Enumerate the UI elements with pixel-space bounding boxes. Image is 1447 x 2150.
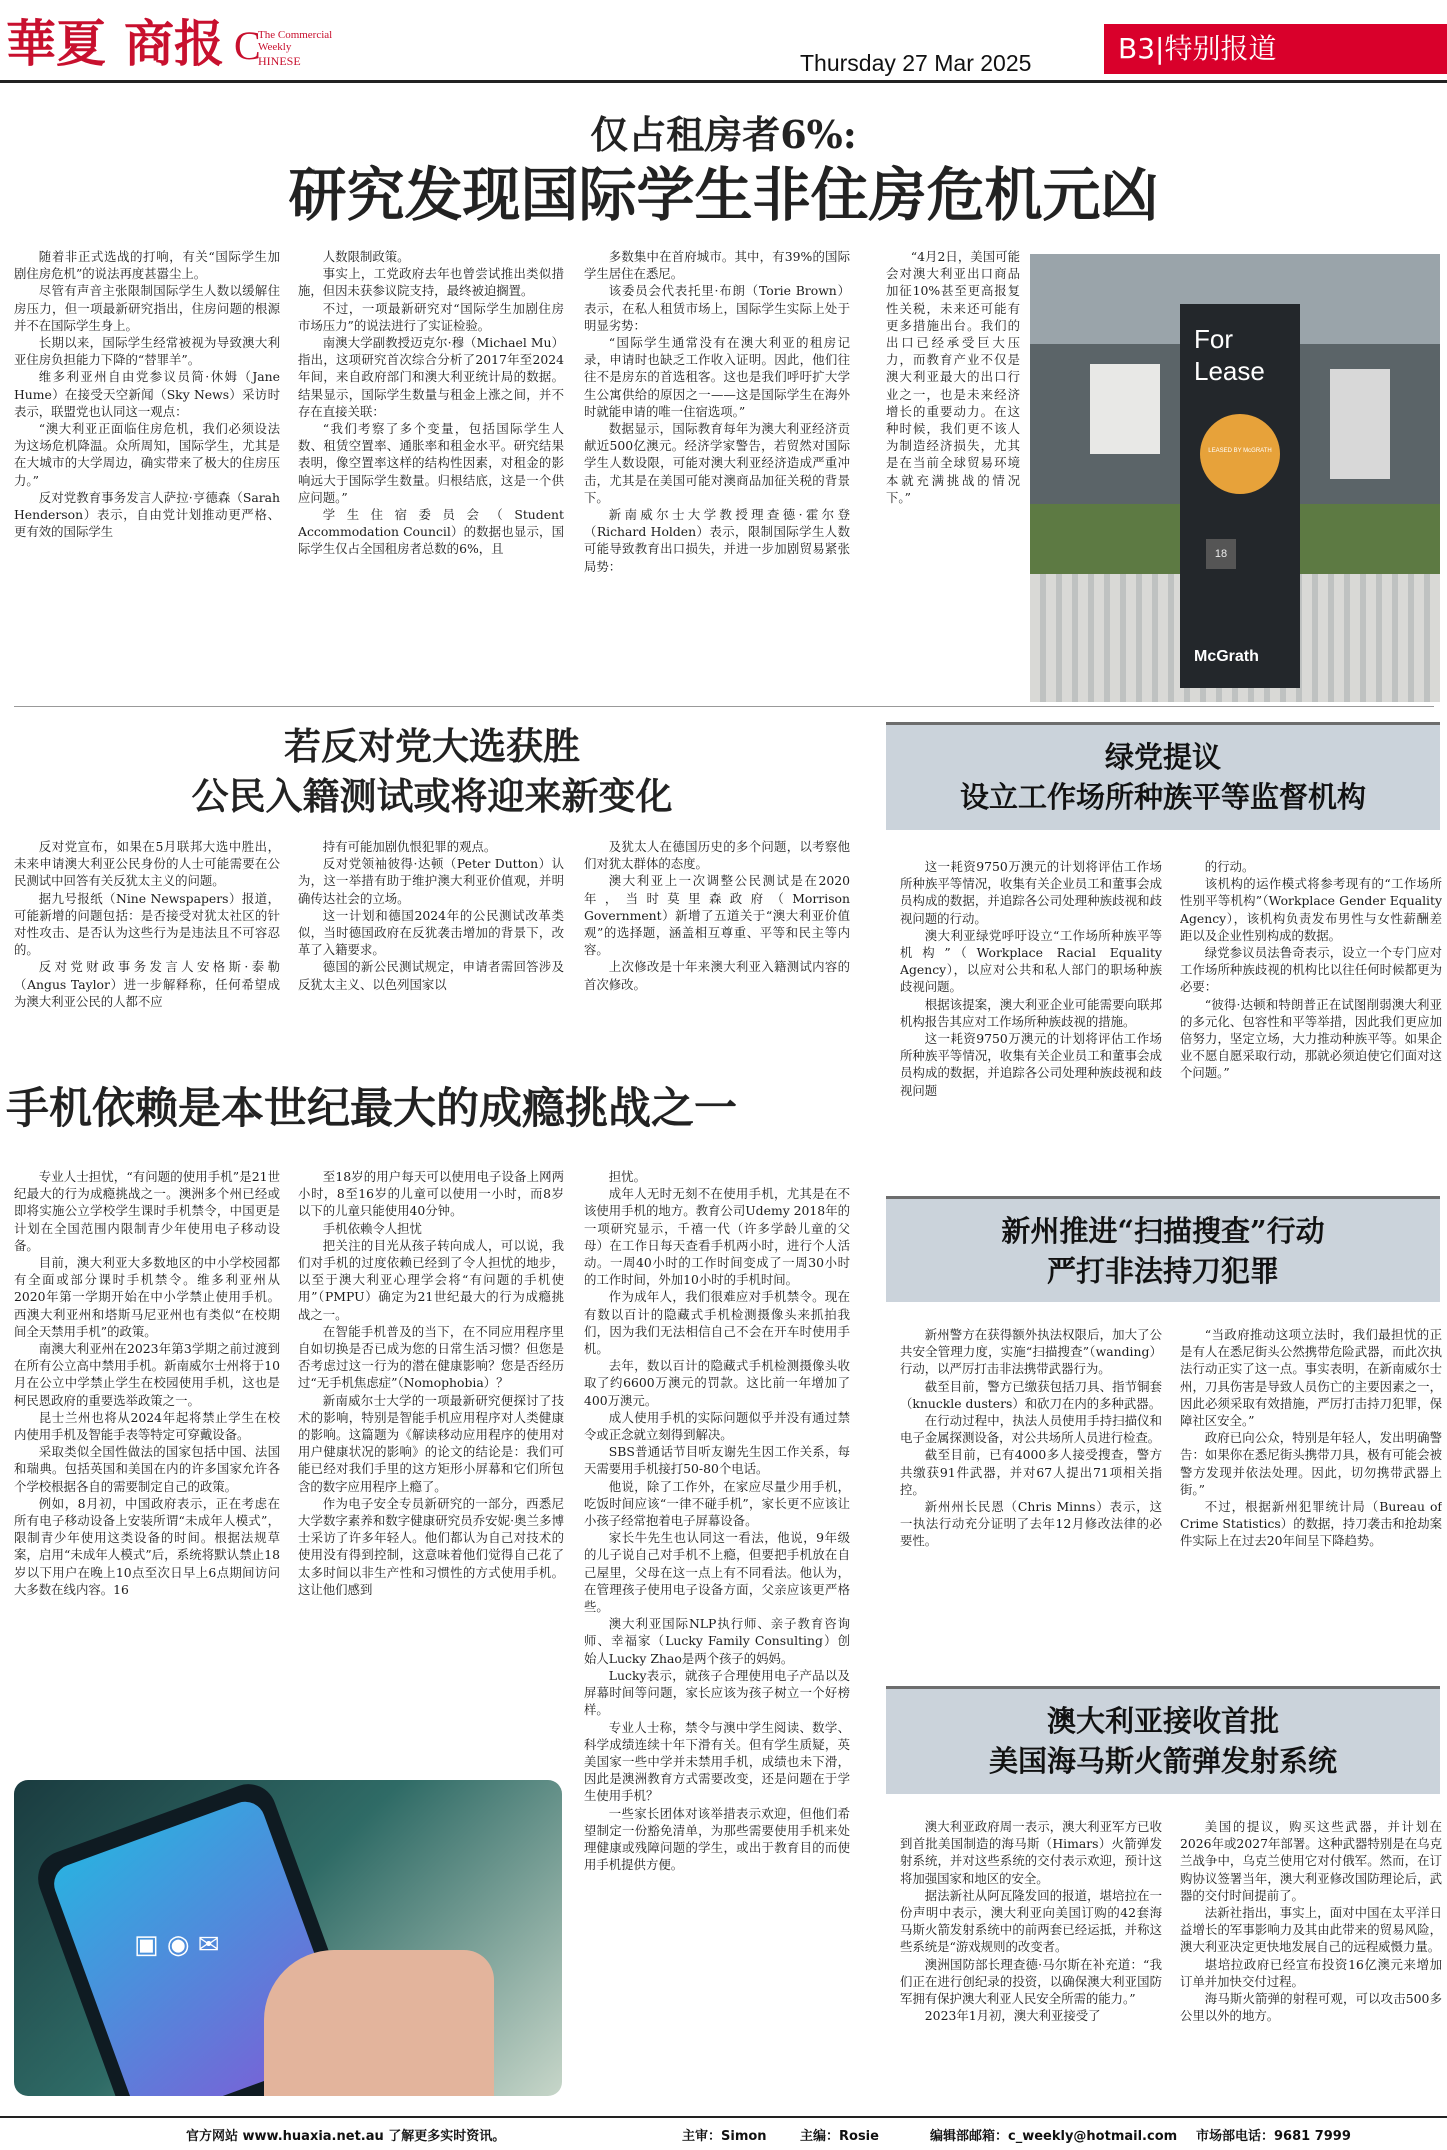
paragraph: 截至目前，警方已缴获包括刀具、指节铜套（knuckle dusters）和砍刀在内的多种武器。: [900, 1378, 1162, 1411]
paragraph: 反对党财政事务发言人安格斯·泰勒（Angus Taylor）进一步解释称，任何希望成为澳大利亚公民的人都不应: [14, 959, 280, 1009]
paragraph: 该委员会代表托里·布朗（Torie Brown）表示，在私人租赁市场上，国际学生实际上处于明显劣势：: [584, 283, 850, 333]
article2-title-line1: 若反对党大选获胜: [284, 724, 580, 768]
paragraph: 澳大利亚政府周一表示，澳大利亚军方已收到首批美国制造的海马斯（Himars）火箭弹发射系统，并对这些系统的交付表示欢迎，预计这将加强国家和地区的安全。: [900, 1819, 1162, 1886]
paragraph: “澳大利亚正面临住房危机，我们必须设法为这场危机降温。众所周知，国际学生，尤其是在大城市的大学周边，确实带来了极大的住房压力。”: [14, 421, 280, 488]
app-icons: ▣ ◉ ✉: [134, 1930, 220, 1960]
paragraph: 目前，澳大利亚大多数地区的中小学校园都有全面或部分课时手机禁令。维多利亚州从2020年第一学期开始在中小学禁止使用手机。西澳大利亚州和塔斯马尼亚州也有类似“在校期间全天禁用手机”的政策。: [14, 1255, 280, 1339]
sign-circle-text: LEASED BY McGRATH: [1208, 448, 1272, 454]
article1-column-3: [584, 248, 850, 692]
paragraph: 截至目前，已有4000多人接受搜查，警方共缴获91件武器，并对67人提出71项相关指控。: [900, 1447, 1162, 1497]
paragraph: 在行动过程中，执法人员使用手持扫描仪和电子金属探测设备，对公共场所人员进行检查。: [900, 1413, 1162, 1446]
paragraph: 这一耗资9750万澳元的计划将评估工作场所种族平等情况，收集有关企业员工和董事会成员构成的数据，并追踪各公司处理种族歧视和歧视问题: [900, 1031, 1162, 1098]
paragraph: 把关注的目光从孩子转向成人，可以说，我们对手机的过度依赖已经到了令人担忧的地步，以至于澳大利亚心理学会将“有问题的手机使用”（PMPU）确定为21世纪最大的行为成瘾挑战之一。: [298, 1237, 564, 1322]
article1-column-2: [298, 248, 564, 692]
paragraph: 作为成年人，我们很难应对手机禁令。现在有数以百计的隐藏式手机检测摄像头来抓拍我们，因为我们无法相信自己不会在开车时使用手机。: [584, 1289, 850, 1357]
hand: [264, 1950, 494, 2096]
paragraph: 这一计划和德国2024年的公民测试改革类似，当时德国政府在反犹袭击增加的背景下，改革了入籍要求。: [298, 907, 564, 958]
paragraph: 美国的提议，购买这些武器，并计划在2026年或2027年部署。这种武器特别是在乌克兰战争中，乌克兰使用它对付俄军。然而，在订购协议签署当年，澳大利亚修改国防理论后，武器的交付时间提前了。: [1180, 1819, 1442, 1903]
paragraph: 根据该提案，澳大利亚企业可能需要向联邦机构报告其应对工作场所种族歧视的措施。: [900, 996, 1162, 1029]
paragraph: 例如，8月初，中国政府表示，正在考虑在所有电子移动设备上安装所谓“未成年人模式”，限制青少年使用这类设备的时间。根据法规草案，启用“未成年人模式”后，系统将默认禁止18岁以下用户在晚上10点至次日早上6点期间访问大多数在线内容。16: [14, 1495, 280, 1597]
paragraph: 新州州长民恩（Chris Minns）表示，这一执法行动充分证明了去年12月修改法律的必要性。: [900, 1499, 1162, 1549]
photo-door: [1330, 369, 1390, 479]
article1-kicker: 仅占租房者6%:: [590, 112, 857, 157]
paragraph: 该机构的运作模式将参考现有的“工作场所性别平等机构”（Workplace Gender Equality Agency），该机构负责发布男性与女性薪酬差距以及企业性别构成的数据。: [1180, 876, 1442, 943]
paragraph: 澳大利亚国际NLP执行师、亲子教育咨询师、幸福家（Lucky Family Consulting）创始人Lucky Zhao是两个孩子的妈妈。: [584, 1616, 850, 1666]
paragraph: 澳大利亚绿党呼吁设立“工作场所种族平等机构”（Workplace Racial Equality Agency），以应对公共和私人部门的职场种族歧视问题。: [900, 927, 1162, 995]
footer-chief-editor: 主编：Rosie: [800, 2129, 879, 2144]
article1-title: 研究发现国际学生非住房危机元凶: [288, 161, 1159, 229]
logo-c-letter: C: [234, 23, 261, 68]
paragraph: 据九号报纸（Nine Newspapers）报道，可能新增的问题包括：是否接受对犹太社区的针对性攻击、是否认为这些行为是违法且不可容忍的。: [14, 890, 280, 958]
sign-text-lease: Lease: [1194, 356, 1265, 386]
article1-column-1: [14, 248, 280, 692]
article2-column-2: [298, 838, 564, 1012]
paragraph: “我们考察了多个变量，包括国际学生人数、租赁空置率、通胀率和租金水平。研究结果表明，像空置率这样的结构性因素，对租金的影响远大于国际学生数量。归根结底，这是一个供应问题。”: [298, 421, 564, 505]
paragraph: 成年人无时无刻不在使用手机，尤其是在不该使用手机的地方。教育公司Udemy 2018年的一项研究显示，千禧一代（许多学龄儿童的父母）在工作日每天查看手机两小时，进行个人活动。一周40小时的工作时间变成了一周30小时的工作时间，外加10小时的手机时间。: [584, 1186, 850, 1288]
sign-text-mcgrath: McGrath: [1194, 648, 1259, 665]
paragraph: “国际学生通常没有在澳大利亚的租房记录，申请时也缺乏工作收入证明。因此，他们往往不是房东的首选租客。这也是我们呼吁扩大学生公寓供给的原因之一——这是国际学生在海外时就能申请的唯一住宿选项。”: [584, 335, 850, 419]
paragraph: 采取类似全国性做法的国家包括中国、法国和瑞典。包括英国和美国在内的许多国家允许各个学校根据各自的需要制定自己的政策。: [14, 1444, 280, 1494]
paragraph: 澳大利亚上一次调整公民测试是在2020年，当时莫里森政府（Morrison Government）新增了五道关于“澳大利亚价值观”的选择题，涵盖相互尊重、平等和民主等内容。: [584, 873, 850, 958]
photo-window: [1090, 364, 1160, 454]
article5-header-box: [886, 1196, 1440, 1302]
paragraph: 及犹太人在德国历史的多个问题，以考察他们对犹太群体的态度。: [584, 839, 850, 872]
article3-column-2: [1180, 858, 1442, 1148]
logo-en-line2: Weekly: [258, 41, 292, 53]
footer-website: 官方网站 www.huaxia.net.au 了解更多实时资讯。: [186, 2129, 506, 2144]
footer-phone: 市场部电话：9681 7999: [1196, 2129, 1351, 2144]
masthead-rule: [0, 80, 1447, 83]
paragraph: 法新社指出，事实上，面对中国在太平洋日益增长的军事影响力及其由此带来的贸易风险，澳大利亚决定更快地发展自己的远程威慑力量。: [1180, 1905, 1442, 1955]
footer-editor: 主审：Simon: [682, 2129, 767, 2144]
article5-title-line2: 严打非法持刀犯罪: [1046, 1254, 1279, 1288]
article5-column-1: [900, 1326, 1162, 1656]
paragraph: 昆士兰州也将从2024年起将禁止学生在校内使用手机及智能手表等特定可穿戴设备。: [14, 1409, 280, 1443]
paragraph: 随着非正式选战的打响，有关“国际学生加剧住房危机”的说法再度甚嚣尘上。: [14, 249, 280, 282]
logo-en-line3: HINESE: [258, 54, 301, 68]
article6-title-line1: 澳大利亚接收首批: [1046, 1704, 1279, 1738]
article2-column-3: [584, 838, 850, 1012]
logo-huaxia: 華夏: [6, 14, 106, 73]
for-lease-sign: [1180, 304, 1300, 688]
paragraph: 至18岁的用户每天可以使用电子设备上网两小时，8至16岁的儿童可以使用一小时，而8岁以下的儿童只能使用40分钟。: [298, 1169, 564, 1219]
paragraph: 人数限制政策。: [322, 249, 410, 264]
paragraph: 不过，一项最新研究对“国际学生加剧住房市场压力”的说法进行了实证检验。: [298, 300, 564, 333]
smartphone-photo: [14, 1780, 562, 2096]
paragraph: 德国的新公民测试规定，申请者需回答涉及反犹太主义、以色列国家以: [298, 959, 564, 992]
article1-column-4: [886, 248, 1020, 692]
paragraph: 海马斯火箭弹的射程可观，可以攻击500多公里以外的地方。: [1180, 1991, 1442, 2024]
paragraph: 多数集中在首府城市。其中，有39%的国际学生居住在悉尼。: [584, 249, 850, 282]
paragraph: 不过，根据新州犯罪统计局（Bureau of Crime Statistics）的数据，持刀袭击和抢劫案件实际上在过去20年间呈下降趋势。: [1180, 1499, 1442, 1549]
logo-en-line1: The Commercial: [258, 29, 333, 41]
section-tag: B3|特别报道: [1104, 24, 1447, 74]
article4-column-1: [14, 1168, 280, 1742]
paragraph: 家长牛先生也认同这一看法，他说，9年级的儿子说自己对手机不上瘾，但要把手机放在自己屋里，父母在这一点上有不同看法。他认为，在管理孩子使用电子设备方面，父亲应该更严格些。: [584, 1530, 850, 1615]
paragraph: 南澳大利亚州在2023年第3学期之前过渡到在所有公立高中禁用手机。新南威尔士州将于10月在公立中学禁止学生在校园使用手机，这也是柯民恩政府的重要选举政策之一。: [14, 1341, 280, 1408]
house-number: 18: [1206, 539, 1236, 569]
paragraph: 反对党教育事务发言人萨拉·亨德森（Sarah Henderson）表示，自由党计划推动更严格、更有效的国际学生: [14, 489, 280, 540]
paragraph: 反对党宣布，如果在5月联邦大选中胜出，未来申请澳大利亚公民身份的人士可能需要在公民测试中回答有关反犹太主义的问题。: [14, 839, 280, 889]
paragraph: 澳洲国防部长理查德·马尔斯在补充道：“我们正在进行创纪录的投资，以确保澳大利亚国防军拥有保护澳大利亚人民安全所需的能力。”: [900, 1956, 1162, 2007]
paragraph: 去年，数以百计的隐藏式手机检测摄像头收取了约6600万澳元的罚款。这比前一年增加了400万澳元。: [584, 1358, 850, 1408]
paragraph: 专业人士称，禁令与澳中学生阅读、数学、科学成绩连续十年下滑有关。但有学生质疑，英美国家一些中学并未禁用手机，成绩也未下滑，因此是澳洲教育方式需要改变，还是问题在于学生使用手机？: [584, 1719, 850, 1804]
paragraph: 新南威尔士大学教授理查德·霍尔登（Richard Holden）表示，限制国际学生人数可能导致教育出口损失，并进一步加剧贸易紧张局势：: [584, 507, 850, 574]
paragraph: 在智能手机普及的当下，在不同应用程序里自如切换是否已成为您的日常生活习惯？但您是否考虑过这一行为的潜在健康影响？您是否经历过“无手机焦虑症”（Nomophobia）？: [298, 1323, 564, 1391]
paragraph: 持有可能加剧仇恨犯罪的观点。: [322, 839, 497, 854]
article3-column-1: [900, 858, 1162, 1148]
paragraph: 手机依赖令人担忧: [322, 1220, 422, 1236]
paragraph: 上次修改是十年来澳大利亚入籍测试内容的首次修改。: [584, 959, 850, 992]
article4-column-2: [298, 1168, 564, 1742]
paragraph: 一些家长团体对该举措表示欢迎，但他们希望制定一份豁免清单，为那些需要使用手机来处理健康或残障问题的学生，或出于教育目的而使用手机提供方便。: [584, 1805, 850, 1873]
footer-rule: [0, 2116, 1447, 2118]
article6-column-1: [900, 1818, 1162, 2090]
paragraph: “彼得·达顿和特朗普正在试图削弱澳大利亚的多元化、包容性和平等举措，因此我们更应加倍努力，坚定立场，大力推动种族平等。如果企业不愿自愿采取行动，那就必须迫使它们面对这个问题。”: [1180, 996, 1442, 1081]
paragraph: 据法新社从阿瓦隆发回的报道，堪培拉在一份声明中表示，澳大利亚向美国订购的42套海马斯火箭发射系统中的前两套已经运抵，并称这些系统是“游戏规则的改变者。: [900, 1887, 1162, 1955]
paragraph: 专业人士担忧，“有问题的使用手机”是21世纪最大的行为成瘾挑战之一。澳洲多个州已经或即将实施公立学校学生课时手机禁令，中国更是计划在全国范围内限制青少年使用电子移动设备。: [14, 1169, 280, 1253]
paragraph: “4月2日，美国可能会对澳大利亚出口商品加征10%甚至更高报复性关税，未来还可能有更多措施出台。我们的出口已经承受巨大压力，而教育产业不仅是澳大利亚最大的出口行业之一，也是未来经济增长的重要动力。在这种时候，我们更不该人为制造经济损失，尤其是在当前全球贸易环境本就充满挑战的情况下。”: [886, 249, 1020, 505]
paragraph: 2023年1月初，澳大利亚接受了: [924, 2008, 1101, 2024]
article2-column-1: [14, 838, 280, 1012]
paragraph: 新州警方在获得额外执法权限后，加大了公共安全管理力度，实施“扫描搜查”（wanding）行动，以严厉打击非法携带武器行为。: [900, 1327, 1162, 1377]
paragraph: 学生住宿委员会（Student Accommodation Council）的数据也显示，国际学生仅占全国租房者总数的6%，且: [298, 507, 564, 557]
footer-email: 编辑部邮箱：c_weekly@hotmail.com: [930, 2129, 1178, 2144]
article6-header-box: [886, 1686, 1440, 1794]
article6-column-2: [1180, 1818, 1442, 2090]
article4-column-3: [584, 1168, 850, 2078]
paragraph: 事实上，工党政府去年也曾尝试推出类似措施，但因未获参议院支持，最终被迫搁置。: [298, 266, 564, 299]
paragraph: 他说，除了工作外，在家应尽量少用手机，吃饭时间应该“一律不碰手机”，家长更不应该让小孩子经常抱着电子屏幕设备。: [584, 1478, 850, 1529]
article6-title-line2: 美国海马斯火箭弹发射系统: [988, 1744, 1337, 1778]
paragraph: 担忧。: [608, 1169, 646, 1184]
paragraph: 成人使用手机的实际问题似乎并没有通过禁令或正念就立刻得到解决。: [584, 1409, 850, 1443]
paragraph: 反对党领袖彼得·达顿（Peter Dutton）认为，这一举措有助于维护澳大利亚价值观，并明确传达社会的立场。: [298, 856, 564, 906]
paragraph: “当政府推动这项立法时，我们最担忧的正是有人在悉尼街头公然携带危险武器，而此次执法行动正实了这一点。事实表明，在新南威尔士州，刀具伤害是导致人员伤亡的主要因素之一，因此必须采取有效措施，严厉打击持刀犯罪，保障社区安全。”: [1180, 1327, 1442, 1429]
paragraph: 维多利亚州自由党参议员简·休姆（Jane Hume）在接受天空新闻（Sky News）采访时表示，联盟党也认同这一观点：: [14, 369, 280, 419]
paragraph: 堪培拉政府已经宣布投资16亿澳元来增加订单并加快交付过程。: [1180, 1956, 1442, 1989]
paragraph: 这一耗资9750万澳元的计划将评估工作场所种族平等情况，收集有关企业员工和董事会成员构成的数据，并追踪各公司处理种族歧视和歧视问题的行动。: [900, 859, 1162, 926]
divider: [14, 706, 1434, 707]
paragraph: 南澳大学副教授迈克尔·穆（Michael Mu）指出，这项研究首次综合分析了2017年至2024年间，来自政府部门和澳大利亚统计局的数据。结果显示，国际学生数量与租金上涨之间，并不存在直接关联：: [298, 335, 564, 419]
article3-header-box: [886, 722, 1440, 830]
paragraph: 长期以来，国际学生经常被视为导致澳大利亚住房负担能力下降的“替罪羊”。: [14, 335, 280, 368]
paragraph: 数据显示，国际教育每年为澳大利亚经济贡献近500亿澳元。经济学家警告，若贸然对国际学生人数设限，可能对澳大利亚经济造成严重冲击，尤其是在美国可能对澳商品加征关税的背景下。: [584, 421, 850, 505]
paragraph: 尽管有声音主张限制国际学生人数以缓解住房压力，但一项最新研究指出，住房问题的根源并不在国际学生身上。: [14, 283, 280, 333]
article5-title-line1: 新州推进“扫描搜查”行动: [1001, 1214, 1325, 1248]
article2-title-line2: 公民入籍测试或将迎来新变化: [191, 774, 673, 818]
for-lease-photo: [1030, 254, 1440, 702]
paragraph: 新南威尔士大学的一项最新研究便探讨了技术的影响，特别是智能手机应用程序对人类健康的影响。这篇题为《解读移动应用程序的使用对用户健康状况的影响》的论文的结论是：我们可能已经对我们手里的这方矩形小屏幕和它们所包含的数字应用程序上瘾了。: [298, 1392, 564, 1494]
sign-text-for: For: [1194, 324, 1233, 354]
article3-title-line2: 设立工作场所种族平等监督机构: [959, 780, 1366, 814]
paragraph: 作为电子安全专员新研究的一部分，西悉尼大学数字素养和数字健康研究员乔安妮·奥兰多博士采访了许多年轻人。他们都认为自己对技术的使用没有得到控制，这意味着他们觉得自己花了太多时间以非生产性和习惯性的方式使用手机。这让他们感到: [298, 1495, 564, 1597]
logo-shangbao: 商报: [124, 14, 224, 73]
paragraph: 政府已向公众，特别是年轻人，发出明确警告：如果你在悉尼街头携带刀具，极有可能会被警方发现并依法处理。因此，切勿携带武器上街。”: [1180, 1430, 1442, 1497]
article5-column-2: [1180, 1326, 1442, 1656]
article4-title: 手机依赖是本世纪最大的成瘾挑战之一: [6, 1084, 737, 1134]
issue-date: Thursday 27 Mar 2025: [800, 50, 1032, 76]
paragraph: Lucky表示，就孩子合理使用电子产品以及屏幕时间等问题，家长应该为孩子树立一个好榜样。: [584, 1667, 850, 1718]
paragraph: 的行动。: [1204, 859, 1255, 874]
paragraph: SBS普通话节目听友谢先生因工作关系，每天需要用手机接打50-80个电话。: [584, 1444, 850, 1477]
article3-title-line1: 绿党提议: [1104, 740, 1221, 774]
paragraph: 绿党参议员法鲁奇表示，设立一个专门应对工作场所种族歧视的机构比以往任何时候都更为必要：: [1180, 945, 1442, 995]
